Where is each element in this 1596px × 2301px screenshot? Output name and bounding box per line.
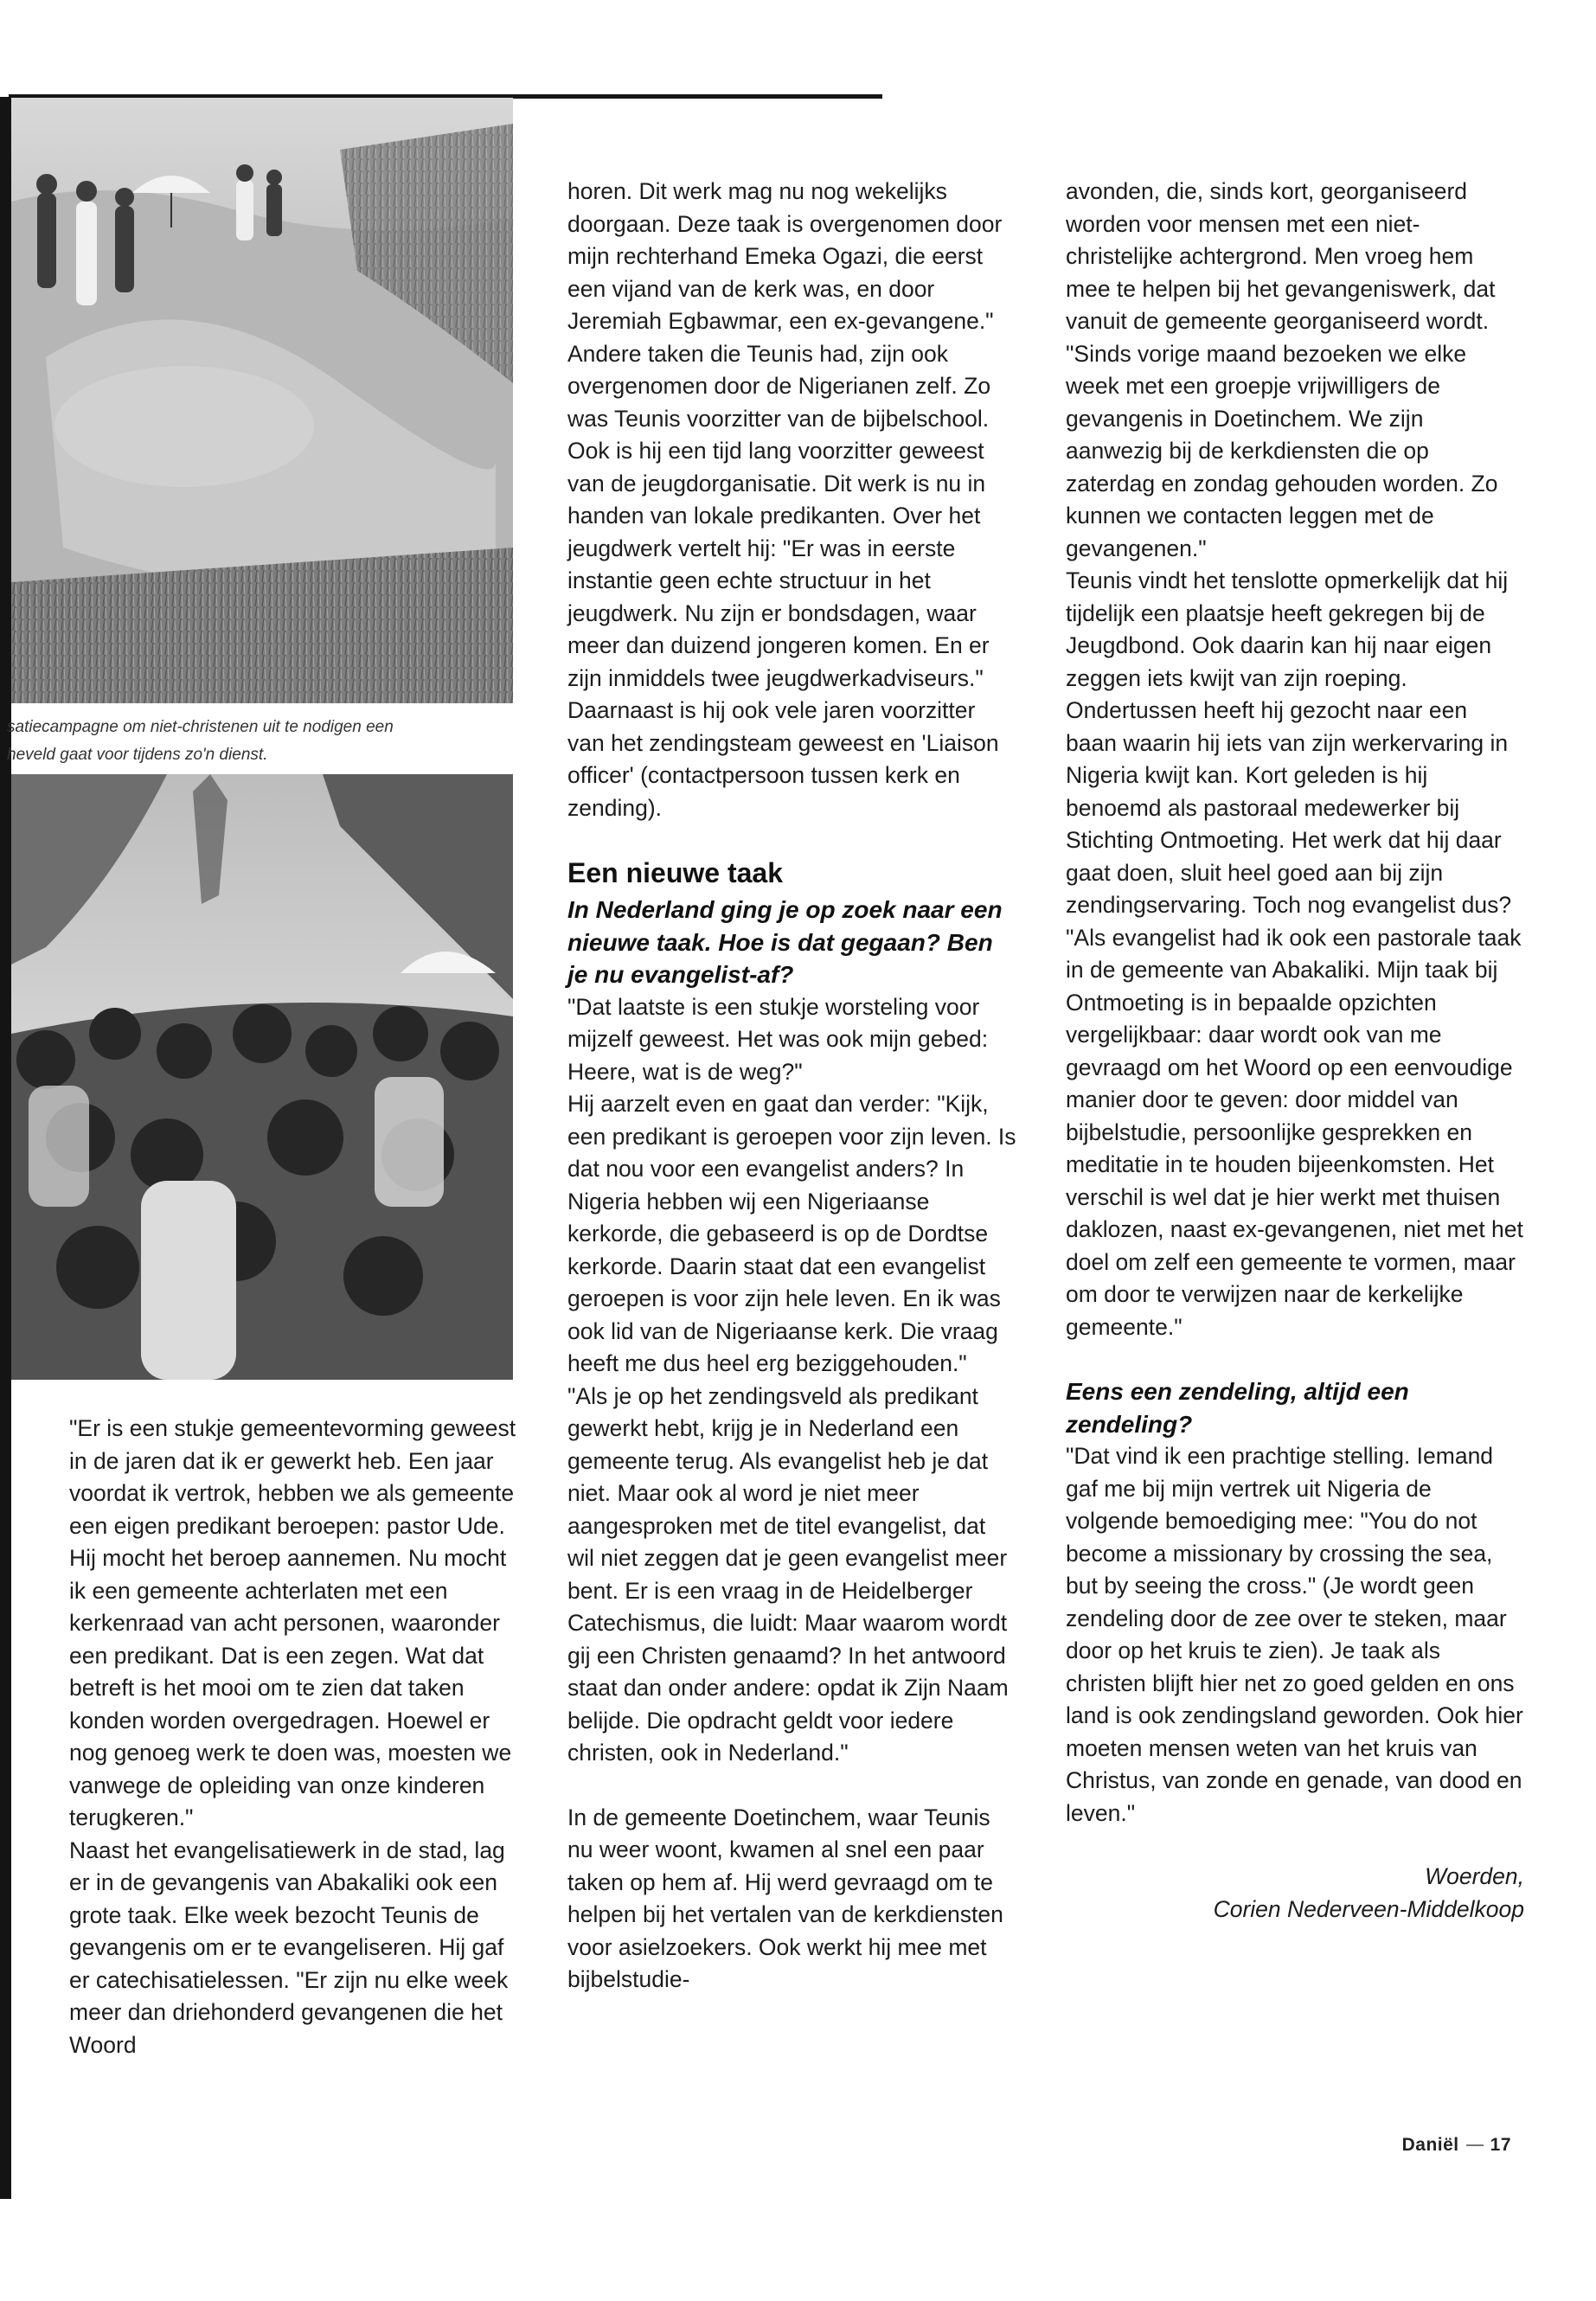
paragraph: "Er is een stukje gemeentevorming geweest in de jaren dat ik er gewerkt heb. Een jaar voordat ik vertrok, hebben we als gemeente een eigen predikant beroepen: pastor Ude. Hij mocht het beroep aannemen. Nu mocht ik een gemeente achterlaten met een kerkenraad van acht personen, waaronder een predikant. Dat is een zegen. Wat dat betreft is het mooi om te zien dat taken konden worden overgedragen. Hoewel er nog genoeg werk te doen was, moesten we vanwege de opleiding van onze kinderen terugkeren."	[69, 1415, 516, 1830]
footer-dash	[1466, 2144, 1484, 2146]
page-number: 17	[1490, 2135, 1511, 2155]
page-footer	[1402, 2135, 1511, 2156]
paragraph: Naast het evangelisatiewerk in de stad, lag er in de gevangenis van Abakaliki ook een grote taak. Elke week bezocht Teunis de gevangenis om er te evangeliseren. Hij gaf er catechisatielessen. "Er zijn nu elke week meer dan driehonderd gevangenen die het Woord	[69, 1836, 509, 2058]
interview-question: In Nederland ging je op zoek naar een nieuwe taak. Hoe is dat gegaan? Ben je nu evangelist-af?	[567, 896, 1003, 988]
paragraph: In de gemeente Doetinchem, waar Teunis nu weer woont, kwamen al snel een paar taken op hem af. Hij werd gevraagd om te helpen bij het vertalen van de kerkdiensten voor asielzoekers. Ook werkt hij mee met bijbelstudie-	[567, 1804, 1003, 1992]
paragraph: "Als evangelist had ik ook een pastorale taak in de gemeente van Abakaliki. Mijn taak bij Ontmoeting is in bepaalde opzichten vergelijkbaar: daar wordt ook van me gevraagd om het Woord op een eenvoudige manier door te geven: door middel van bijbelstudie, persoonlijke gesprekken en meditatie in te houden bijeenkomsten. Het verschil is wel dat je hier werkt met thuisen daklozen, naast ex-gevangenen, niet met het doel om zelf een gemeente te vormen, maar om door te verwijzen naar de kerkelijke gemeente."	[1066, 924, 1523, 1340]
paragraph: Daarnaast is hij ook vele jaren voorzitter van het zendingsteam geweest en 'Liaison officer' (contactpersoon tussen kerk en zending).	[567, 697, 999, 821]
paragraph: horen. Dit werk mag nu nog wekelijks doorgaan. Deze taak is overgenomen door mijn rechterhand Emeka Ogazi, die eerst een vijand van de kerk was, en door Jeremiah Egbawmar, een ex-gevangene."	[567, 178, 1003, 334]
section-heading: Een nieuwe taak	[567, 857, 783, 888]
paragraph: Andere taken die Teunis had, zijn ook overgenomen door de Nigerianen zelf. Zo was Teunis voorzitter van de bijbelschool. Ook is hij een tijd lang voorzitter geweest van de jeugdorganisatie. Dit werk is nu in handen van lokale predikanten. Over het jeugdwerk vertelt hij: "Er was in eerste instantie geen echte structuur in het jeugdwerk. Nu zijn er bondsdagen, waar meer dan duizend jongeren komen. En er zijn inmiddels twee jeugdwerkadviseurs."	[567, 340, 991, 691]
article-column-1	[69, 1413, 519, 2061]
photo-crowd	[11, 774, 513, 1380]
paragraph: "Als je op het zendingsveld als predikant gewerkt hebt, krijg je in Nederland een gemeente terug. Als evangelist heb je dat niet. Maar ook al word je niet meer aangesproken met de titel evangelist, dat wil niet zeggen dat je geen evangelist meer bent. Er is een vraag in de Heidelberger Catechismus, die luidt: Maar waarom wordt gij een Christen genaamd? In het antwoord staat dan onder andere: opdat ik Zijn Naam belijde. Die opdracht geldt voor iedere christen, ook in Nederland."	[567, 1382, 1009, 1766]
byline-place: Woerden,	[1425, 1863, 1524, 1889]
paragraph: "Dat laatste is een stukje worsteling voor mijzelf geweest. Het was ook mijn gebed: Heere, wat is de weg?"	[567, 993, 989, 1085]
paragraph: "Sinds vorige maand bezoeken we elke week met een groepje vrijwilligers de gevangenis in Doetinchem. We zijn aanwezig bij de kerkdiensten die op zaterdag en zondag gehouden worden. Zo kunnen we contacten leggen met de gevangenen."	[1066, 340, 1498, 561]
byline	[1066, 1861, 1524, 1926]
byline-author: Corien Nederveen-Middelkoop	[1213, 1895, 1524, 1922]
photo-caption	[7, 714, 517, 769]
paragraph: "Dat vind ik een prachtige stelling. Iemand gaf me bij mijn vertrek uit Nigeria de volgende bemoediging mee: "You do not become a missionary by crossing the sea, but by seeing the cross." (Je wordt geen zendeling door de zee over te steken, maar door op het kruis te zien). Je taak als christen blijft hier net zo goed gelden en ons land is ook zendingsland geworden. Ook hier moeten mensen weten van het kruis van Christus, van zonde en genade, van dood en leven."	[1066, 1443, 1523, 1826]
paragraph: Teunis vindt het tenslotte opmerkelijk dat hij tijdelijk een plaatsje heeft gekregen bij de Jeugdbond. Ook daarin kan hij naar eigen zeggen iets kwijt van zijn roeping.	[1066, 567, 1509, 691]
paragraph: Hij aarzelt even en gaat dan verder: "Kijk, een predikant is geroepen voor zijn leven. Is dat nou voor een evangelist anders? In Nigeria hebben wij een Nigeriaanse kerkorde, die gebaseerd is op de Dordtse kerkorde. Daarin staat dat een evangelist geroepen is voor zijn hele leven. En ik was ook lid van de Nigeriaanse kerk. Die vraag heeft me dus heel erg beziggehouden."	[567, 1091, 1016, 1376]
paragraph: Ondertussen heeft hij gezocht naar een baan waarin hij iets van zijn werkervaring in Nigeria kwijt kan. Kort geleden is hij benoemd als pastoraal medewerker bij Stichting Ontmoeting. Het werk dat hij daar gaat doen, sluit heel goed aan bij zijn zendingservaring. Toch nog evangelist dus?	[1066, 697, 1512, 918]
interview-question: Eens een zendeling, altijd een zendeling?	[1066, 1378, 1409, 1438]
page-edge-bar	[0, 97, 11, 2199]
article-column-2	[567, 176, 1017, 1997]
photo-hillside-procession	[11, 98, 513, 703]
article-column-3	[1066, 176, 1524, 1926]
paragraph: avonden, die, sinds kort, georganiseerd worden voor mensen met een niet-christelijke achtergrond. Men vroeg hem mee te helpen bij het gevangeniswerk, dat vanuit de gemeente georganiseerd wordt.	[1066, 178, 1496, 334]
caption-line-1: satiecampagne om niet-christenen uit te nodigen een	[7, 718, 394, 736]
magazine-name: Daniël	[1401, 2135, 1459, 2155]
caption-line-2: heveld gaat voor tijdens zo'n dienst.	[7, 746, 268, 764]
